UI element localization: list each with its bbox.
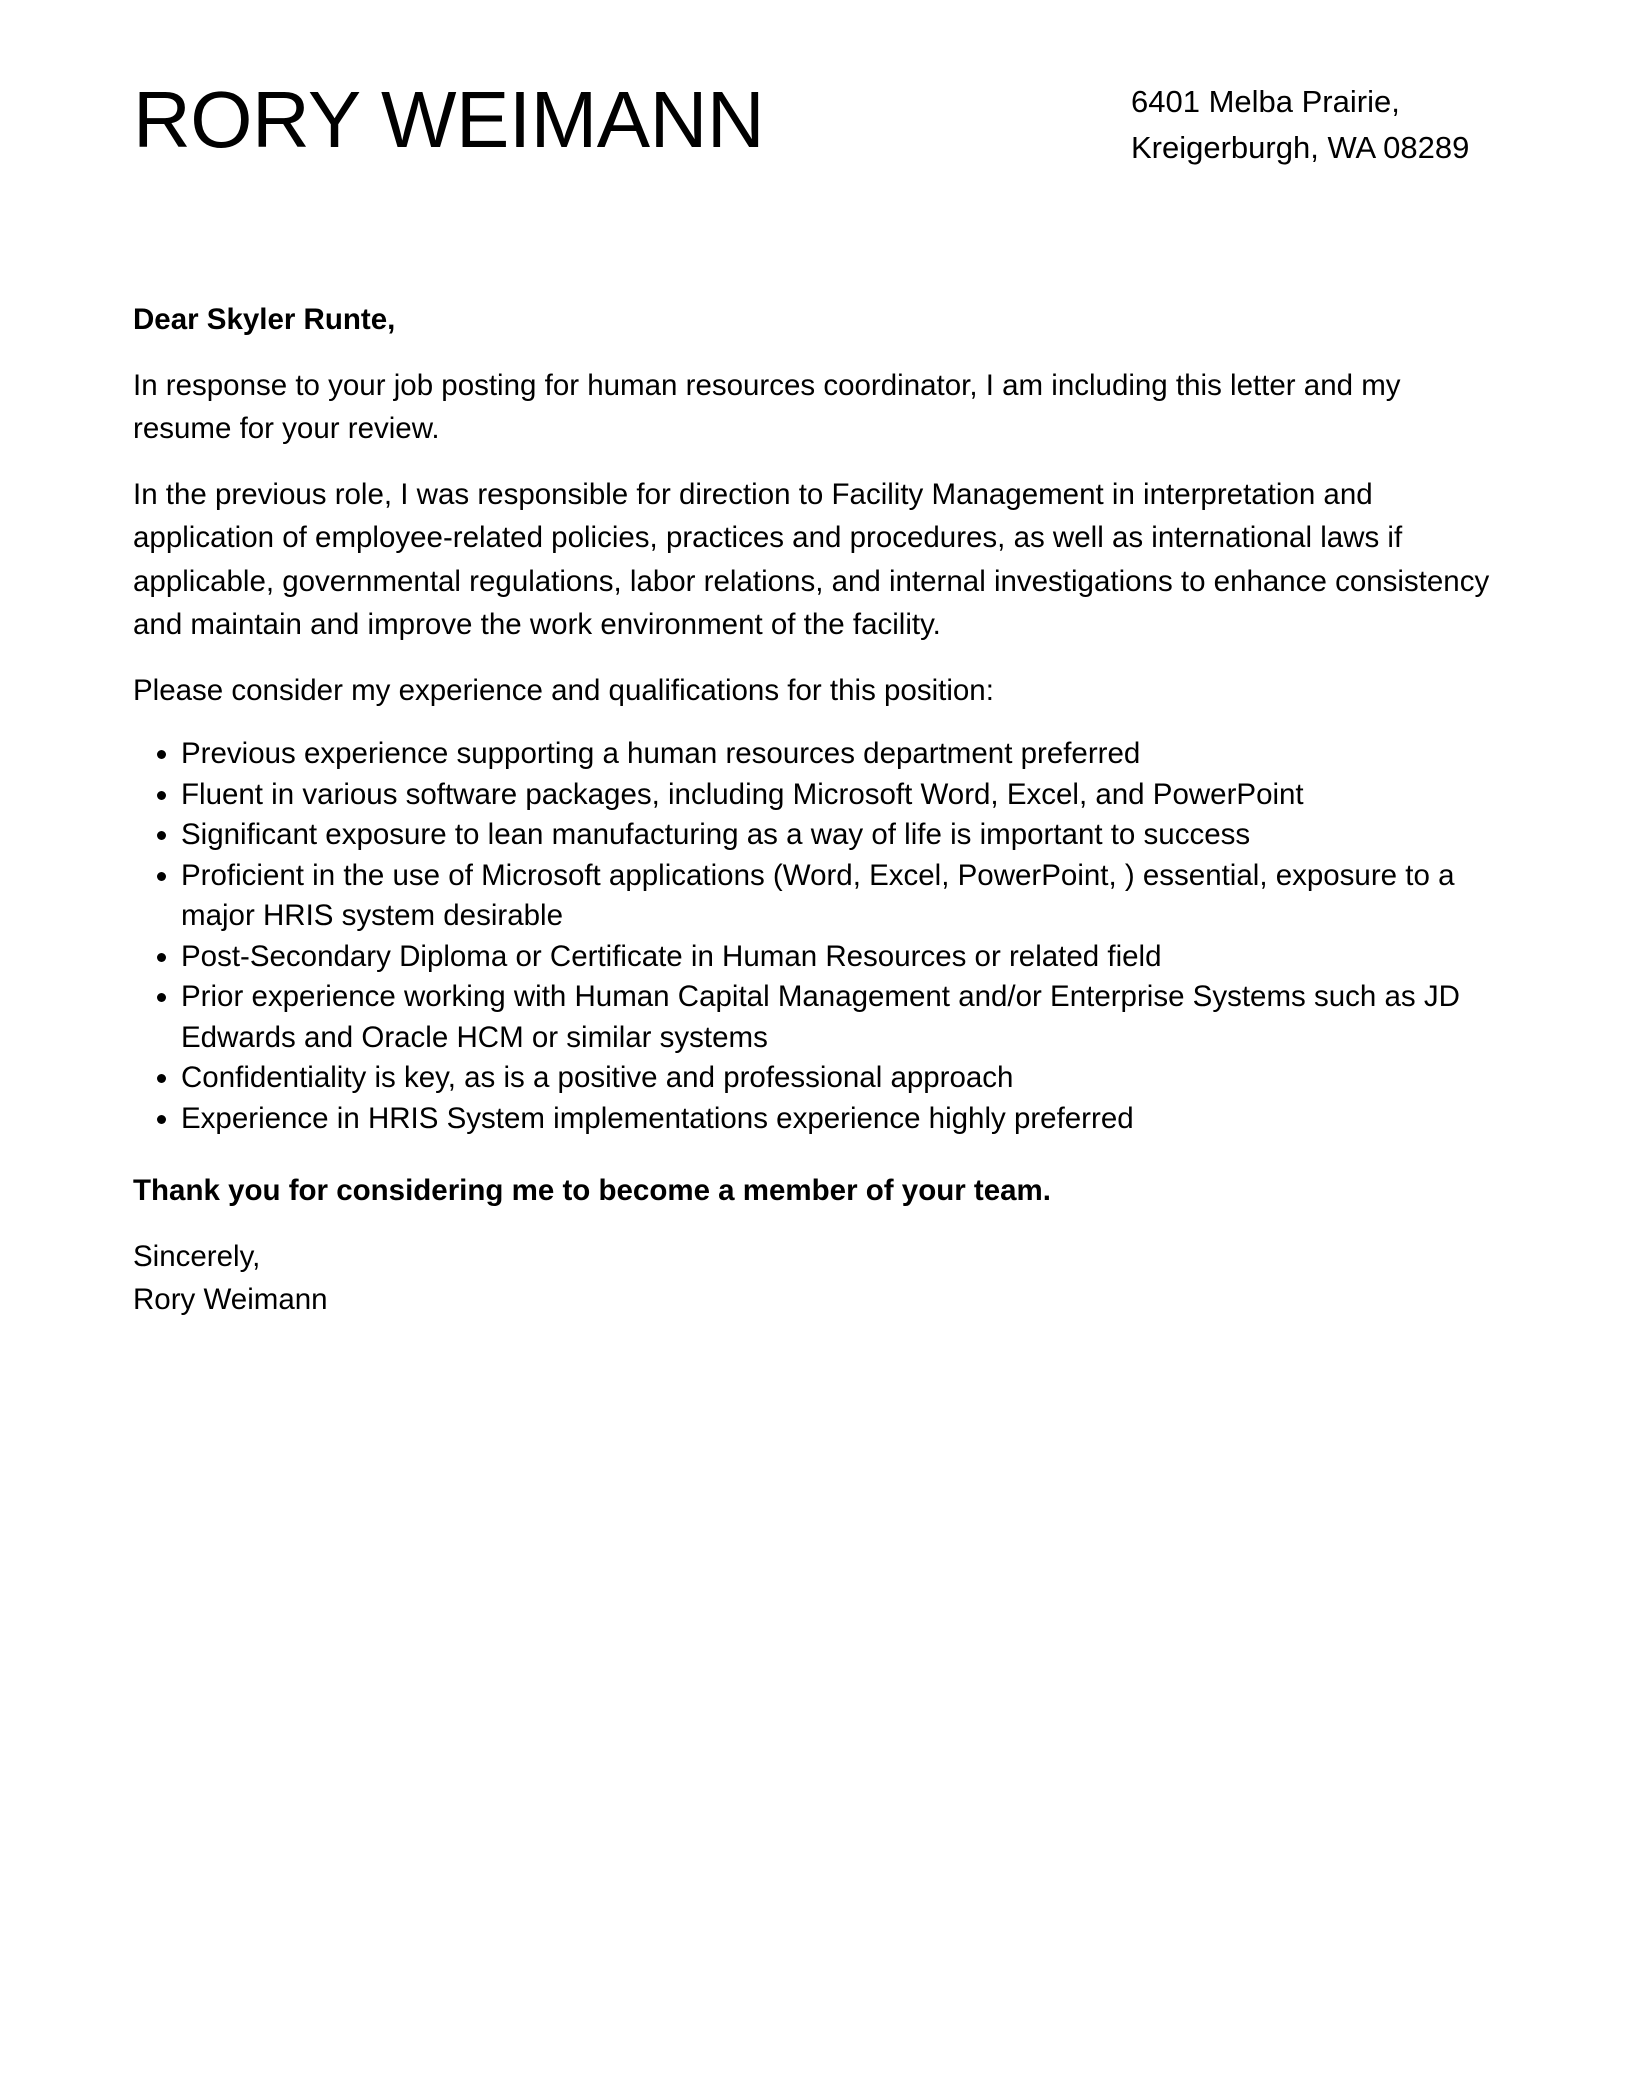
list-item: • Prior experience working with Human Capital Management and/or Enterprise Systems such as JD Edwards and Oracle HCM or similar systems [181,977,1503,1058]
address-line-2: Kreigerburgh, WA 08289 [1131,130,1470,165]
signature-name: Rory Weimann [133,1283,328,1316]
applicant-name: RORY WEIMANN [133,75,765,164]
list-item: • Fluent in various software packages, including Microsoft Word, Excel, and PowerPoint [181,775,1503,816]
list-item: • Proficient in the use of Microsoft applications (Word, Excel, PowerPoint, ) essential, exposure to a major HRIS system desirable [181,856,1503,937]
applicant-address [1131,79,1469,171]
thank-you-line: Thank you for considering me to become a member of your team. [133,1174,1051,1207]
letter-body [133,298,1503,1322]
closing: Sincerely, [133,1239,261,1273]
experience-paragraph: In the previous role, I was responsible for direction to Facility Management in interpretation and application of employee-related policies, practices and procedures, as well as international laws if applicable, governmental regulations, labor relations, and internal investigations to enhance consistency and maintain and improve the work environment of the facility. [133,477,1490,641]
salutation: Dear Skyler Runte, [133,303,396,336]
list-item: • Post-Secondary Diploma or Certificate in Human Resources or related field [181,937,1503,978]
intro-paragraph: In response to your job posting for human resources coordinator, I am including this letter and my resume for your review. [133,368,1401,445]
address-line-1: 6401 Melba Prairie, [1131,84,1400,119]
list-item: • Significant exposure to lean manufacturing as a way of life is important to success [181,815,1503,856]
list-item: • Confidentiality is key, as is a positive and professional approach [181,1058,1503,1099]
qualifications-intro: Please consider my experience and qualifications for this position: [133,673,994,707]
list-item: • Experience in HRIS System implementations experience highly preferred [181,1099,1503,1140]
list-item: • Previous experience supporting a human resources department preferred [181,734,1503,775]
signoff [133,1235,1503,1322]
qualifications-list [133,734,1503,1139]
